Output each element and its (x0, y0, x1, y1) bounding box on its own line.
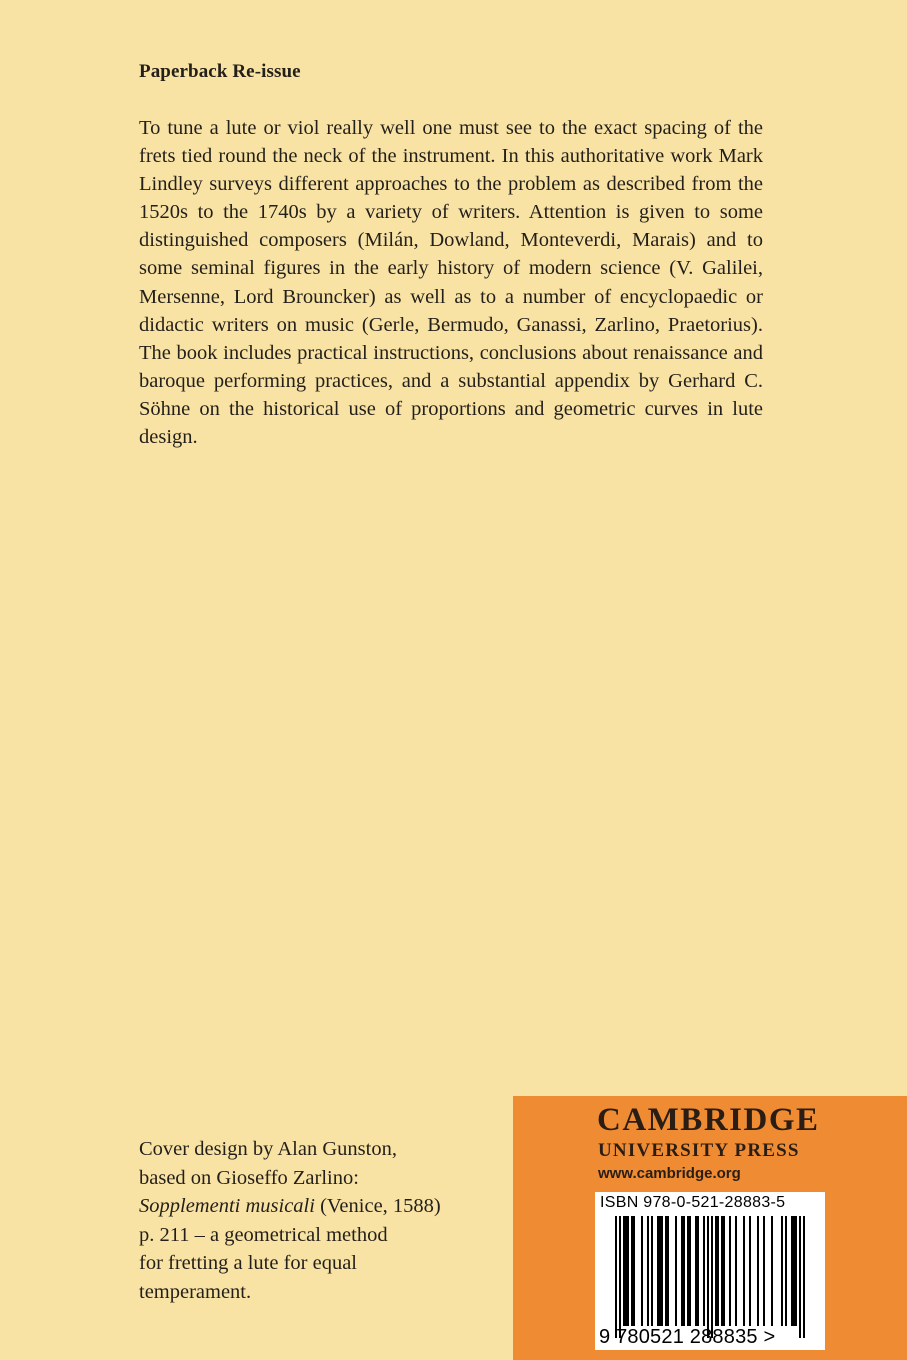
barcode-bar (785, 1216, 787, 1326)
barcode-bar (791, 1216, 793, 1326)
barcode-bar (633, 1216, 635, 1326)
cover-credit (139, 1135, 484, 1307)
barcode-bar (703, 1216, 705, 1326)
barcode-bar (795, 1216, 797, 1326)
barcode-bar (763, 1216, 765, 1326)
barcode-bar (799, 1216, 801, 1338)
credit-line-5: for fretting a lute for equal (139, 1252, 358, 1275)
barcode-bar (661, 1216, 663, 1326)
barcode-bar (707, 1216, 709, 1338)
credit-line-3-rest: (Venice, 1588) (314, 1195, 441, 1218)
barcode-bar (729, 1216, 731, 1326)
barcode-bar (659, 1216, 661, 1326)
barcode-bar (723, 1216, 725, 1326)
barcode-bar (695, 1216, 697, 1326)
barcode-bar (667, 1216, 669, 1326)
barcode-bar (793, 1216, 795, 1326)
publisher-subtitle: UNIVERSITY PRESS (598, 1140, 800, 1161)
credit-line-2: based on Gioseffo Zarlino: (139, 1166, 359, 1189)
barcode-bar (665, 1216, 667, 1326)
barcode-bar (711, 1216, 713, 1338)
barcode-bar (697, 1216, 699, 1326)
barcode-bar (771, 1216, 773, 1326)
barcode-bar (721, 1216, 723, 1326)
barcode-bar (675, 1216, 677, 1326)
credit-line-3 (139, 1192, 484, 1221)
barcode-bar (717, 1216, 719, 1326)
barcode-bar (715, 1216, 717, 1326)
barcode-digits: 9 780521 288835 > (599, 1326, 776, 1348)
barcode-bar (757, 1216, 759, 1326)
credit-book-title: Sopplementi musicali (139, 1195, 315, 1218)
barcode-bar (623, 1216, 625, 1326)
barcode-bar (803, 1216, 805, 1338)
barcode-bar (681, 1216, 683, 1326)
book-description: To tune a lute or viol really well one must see to the exact spacing of the frets tied round the neck of the instrument. In this authoritative work Mark Lindley surveys different approaches to the problem as described from the 1520s to the 1740s by a variety of writers. Attention is given to some distinguished composers (Milán, Dowland, Monteverdi, Marais) and to some seminal figures in the early history of modern science (V. Galilei, Mersenne, Lord Brouncker) as well as to a number of encyclopaedic or didactic writers on music (Gerle, Bermudo, Ganassi, Zarlino, Praetorius). The book includes practical instructions, conclusions about renaissance and baroque performing practices, and a substantial appendix by Gerhard C. Söhne on the historical use of proportions and geometric curves in lute design. (139, 117, 763, 449)
isbn-label: ISBN 978-0-521-28883-5 (600, 1194, 786, 1211)
barcode-bar (625, 1216, 627, 1326)
barcode-bar (647, 1216, 649, 1326)
barcode-bar (743, 1216, 745, 1326)
barcode-bar (781, 1216, 783, 1326)
barcode-bar (657, 1216, 659, 1326)
barcode-bar (641, 1216, 643, 1326)
barcode-bar (689, 1216, 691, 1326)
barcode-bar (651, 1216, 653, 1326)
section-heading: Paperback Re-issue (139, 61, 301, 82)
barcode-bar (615, 1216, 617, 1338)
barcode-bar (619, 1216, 621, 1338)
barcode-bar (735, 1216, 737, 1326)
publisher-url: www.cambridge.org (598, 1165, 741, 1182)
publisher-panel (513, 1096, 907, 1360)
isbn-barcode (595, 1192, 825, 1350)
publisher-name: CAMBRIDGE (597, 1102, 820, 1138)
credit-line-1: Cover design by Alan Gunston, (139, 1138, 397, 1160)
barcode-bar (683, 1216, 685, 1326)
barcode-bar (631, 1216, 633, 1326)
credit-line-4: p. 211 – a geometrical method (139, 1223, 388, 1246)
barcode-bar (627, 1216, 629, 1326)
credit-line-6: temperament. (139, 1280, 252, 1303)
barcode-bar (687, 1216, 689, 1326)
barcode-bar (749, 1216, 751, 1326)
